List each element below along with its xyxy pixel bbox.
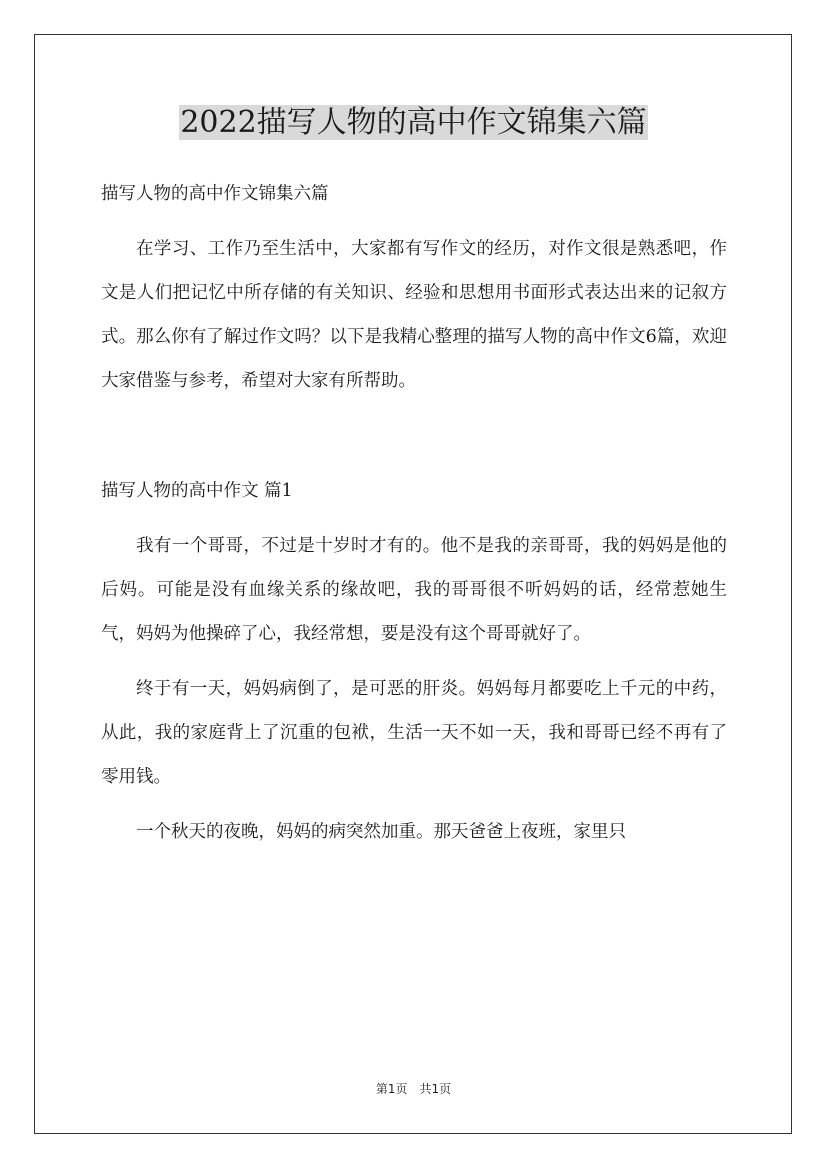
document-title [0, 101, 827, 145]
document-subtitle: 描写人物的高中作文锦集六篇 [101, 184, 329, 204]
document-body [101, 172, 727, 854]
spacer [101, 216, 727, 227]
body-paragraph: 一个秋天的夜晚，妈妈的病突然加重。那天爸爸上夜班，家里只 [136, 822, 626, 842]
body-paragraph: 终于有一天，妈妈病倒了，是可恶的肝炎。妈妈每月都要吃上千元的中药，从此，我的家庭背上了沉重的包袱，生活一天不如一天，我和哥哥已经不再有了零用钱。 [101, 679, 727, 787]
spacer [101, 513, 727, 524]
section-heading: 描写人物的高中作文 篇1 [101, 481, 293, 501]
spacer [101, 403, 727, 469]
page-number: 第1页 共1页 [375, 1082, 452, 1096]
page-footer [0, 1081, 827, 1097]
intro-paragraph: 在学习、工作乃至生活中，大家都有写作文的经历，对作文很是熟悉吧，作文是人们把记忆中所存储的有关知识、经验和思想用书面形式表达出来的记叙方式。那么你有了解过作文吗？以下是我精心整理的描写人物的高中作文6篇，欢迎大家借鉴与参考，希望对大家有所帮助。 [101, 239, 727, 391]
document-title-text: 2022描写人物的高中作文锦集六篇 [180, 105, 647, 140]
body-paragraph: 我有一个哥哥，不过是十岁时才有的。他不是我的亲哥哥，我的妈妈是他的后妈。可能是没有血缘关系的缘故吧，我的哥哥很不听妈妈的话，经常惹她生气，妈妈为他操碎了心，我经常想，要是没有这个哥哥就好了。 [101, 536, 727, 644]
